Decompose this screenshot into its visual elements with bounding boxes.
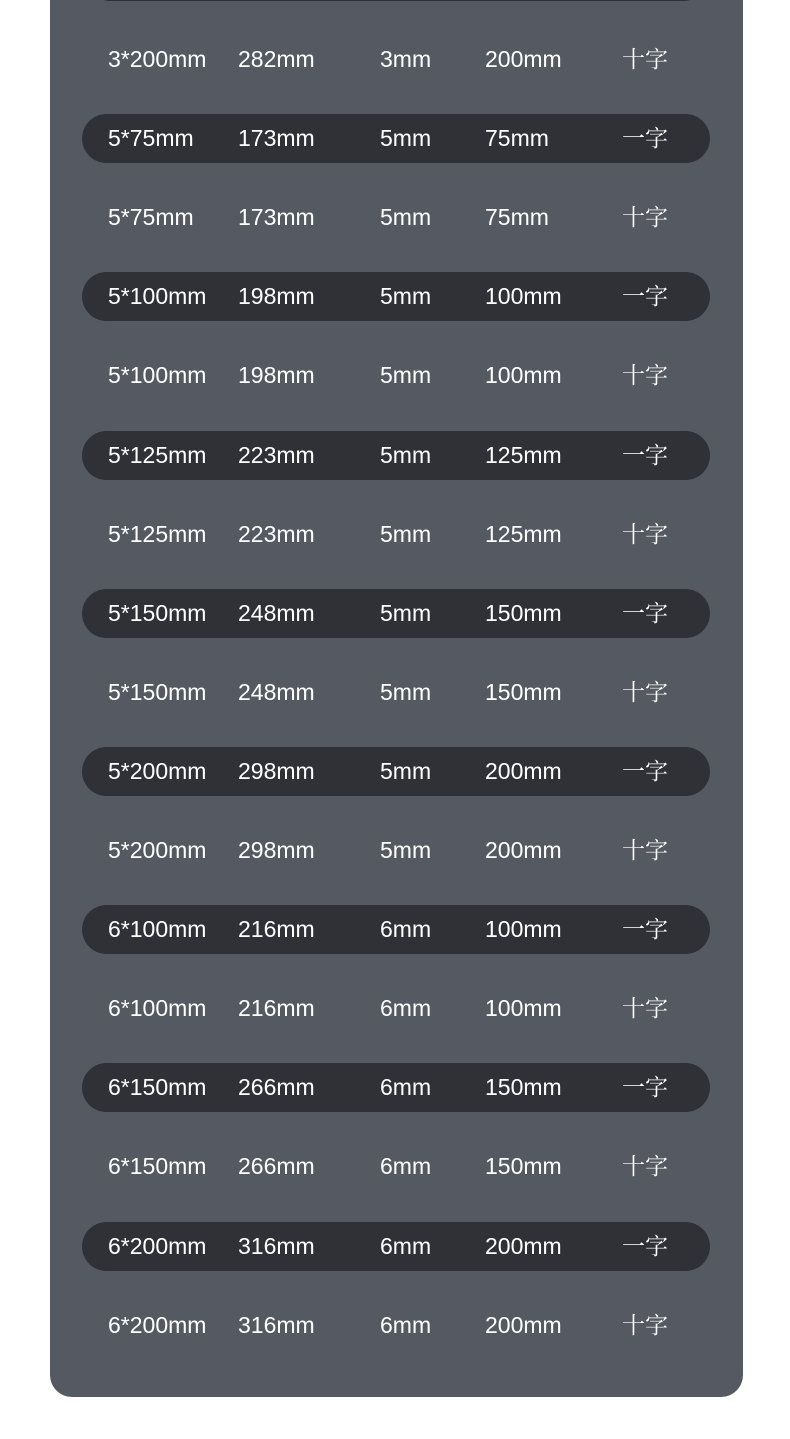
table-row [82,668,710,717]
diameter-cell: 5mm [380,362,432,389]
spec-cell: 6*100mm [108,995,207,1022]
tip-type-cell: 十字 [622,995,668,1022]
spec-cell: 5*75mm [108,204,194,231]
diameter-cell: 5mm [380,599,432,626]
total-length-cell: 173mm [238,125,315,152]
diameter-cell: 5mm [380,520,432,547]
table-row [82,589,710,638]
total-length-cell: 266mm [238,1074,315,1101]
total-length-cell: 198mm [238,283,315,310]
tip-type-cell: 一字 [622,1074,668,1101]
spec-cell: 5*125mm [108,441,207,468]
table-row [82,272,710,321]
shaft-length-cell: 100mm [485,362,562,389]
shaft-length-cell: 100mm [485,283,562,310]
tip-type-cell: 十字 [622,1311,668,1338]
diameter-cell: 3mm [380,46,432,72]
tip-type-cell: 一字 [622,1232,668,1259]
total-length-cell: 316mm [238,1311,315,1338]
shaft-length-cell: 125mm [485,520,562,547]
spec-cell: 6*150mm [108,1074,207,1101]
diameter-cell: 5mm [380,757,432,784]
spec-cell: 5*150mm [108,678,207,705]
tip-type-cell: 一字 [622,916,668,943]
shaft-length-cell: 75mm [485,125,549,152]
table-row [82,1222,710,1271]
diameter-cell: 5mm [380,125,432,152]
tip-type-cell: 一字 [622,757,668,784]
table-row [82,114,710,163]
table-row [82,1063,710,1112]
spec-cell: 6*200mm [108,1232,207,1259]
spec-cell: 5*200mm [108,757,207,784]
table-row [82,826,710,875]
table-row [82,193,710,242]
spec-cell: 5*100mm [108,362,207,389]
shaft-length-cell: 75mm [485,204,549,231]
tip-type-cell: 十字 [622,520,668,547]
total-length-cell: 173mm [238,204,315,231]
total-length-cell: 282mm [238,46,315,72]
spec-cell: 5*125mm [108,520,207,547]
diameter-cell: 5mm [380,204,432,231]
diameter-cell: 6mm [380,995,432,1022]
spec-cell: 6*100mm [108,916,207,943]
tip-type-cell: 十字 [622,46,668,72]
total-length-cell: 223mm [238,441,315,468]
spec-cell: 5*150mm [108,599,207,626]
table-row [82,431,710,480]
diameter-cell: 6mm [380,916,432,943]
total-length-cell: 248mm [238,678,315,705]
tip-type-cell: 一字 [622,441,668,468]
tip-type-cell: 一字 [622,599,668,626]
shaft-length-cell: 125mm [485,441,562,468]
shaft-length-cell: 100mm [485,916,562,943]
shaft-length-cell: 200mm [485,837,562,863]
shaft-length-cell: 200mm [485,1311,562,1338]
spec-cell: 3*200mm [108,46,207,72]
table-row [82,510,710,559]
tip-type-cell: 一字 [622,125,668,152]
tip-type-cell: 十字 [622,678,668,705]
spec-cell: 5*100mm [108,283,207,310]
diameter-cell: 6mm [380,1311,432,1338]
total-length-cell: 316mm [238,1232,315,1259]
diameter-cell: 5mm [380,283,432,310]
diameter-cell: 5mm [380,837,432,863]
total-length-cell: 216mm [238,995,315,1022]
diameter-cell: 5mm [380,678,432,705]
shaft-length-cell: 150mm [485,1153,562,1180]
total-length-cell: 298mm [238,837,315,863]
tip-type-cell: 十字 [622,837,668,863]
spec-cell: 6*150mm [108,1153,207,1180]
shaft-length-cell: 150mm [485,1074,562,1101]
total-length-cell: 298mm [238,757,315,784]
table-row [82,1301,710,1350]
total-length-cell: 248mm [238,599,315,626]
table-row [82,35,710,84]
spec-cell: 5*200mm [108,837,207,863]
diameter-cell: 5mm [380,441,432,468]
table-row [82,905,710,954]
tip-type-cell: 十字 [622,362,668,389]
shaft-length-cell: 150mm [485,599,562,626]
tip-type-cell: 一字 [622,283,668,310]
tip-type-cell: 十字 [622,1153,668,1180]
shaft-length-cell: 150mm [485,678,562,705]
total-length-cell: 223mm [238,520,315,547]
diameter-cell: 6mm [380,1153,432,1180]
shaft-length-cell: 200mm [485,46,562,72]
table-row [82,1142,710,1191]
shaft-length-cell: 200mm [485,757,562,784]
total-length-cell: 266mm [238,1153,315,1180]
spec-table-panel [50,0,743,1397]
table-row [82,984,710,1033]
diameter-cell: 6mm [380,1074,432,1101]
table-row [82,747,710,796]
total-length-cell: 216mm [238,916,315,943]
spec-cell: 6*200mm [108,1311,207,1338]
spec-cell: 5*75mm [108,125,194,152]
shaft-length-cell: 100mm [485,995,562,1022]
tip-type-cell: 十字 [622,204,668,231]
table-row [82,351,710,400]
table-header-strip [97,0,697,1]
diameter-cell: 6mm [380,1232,432,1259]
total-length-cell: 198mm [238,362,315,389]
shaft-length-cell: 200mm [485,1232,562,1259]
